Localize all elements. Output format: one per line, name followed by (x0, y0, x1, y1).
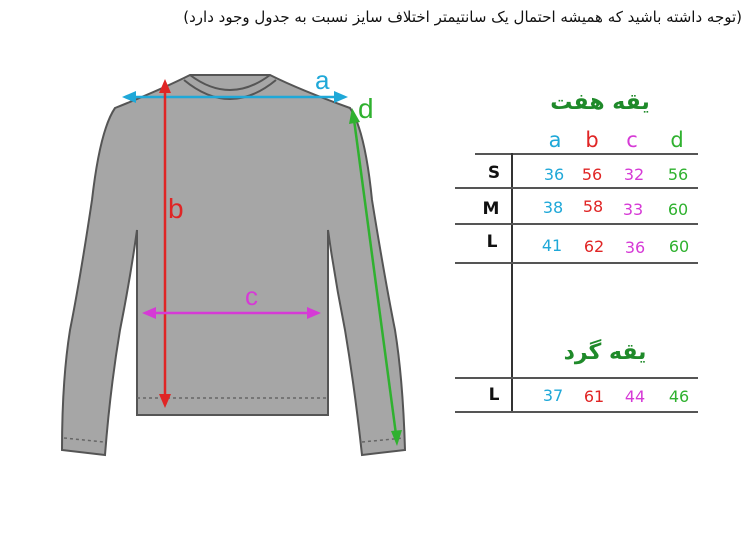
table-cell: 38 (542, 198, 564, 217)
table-cell: 46 (668, 387, 690, 406)
table-vertical-divider (511, 153, 513, 411)
table-divider (455, 377, 698, 379)
measurement-b-label: b (168, 193, 184, 224)
table-cell: 61 (583, 387, 605, 406)
table-cell: 58 (582, 197, 604, 216)
table-divider (475, 153, 698, 155)
table-cell: 44 (624, 387, 646, 406)
table-cell: 60 (667, 200, 689, 219)
column-header-b: b (585, 128, 599, 152)
column-header-d: d (670, 128, 684, 152)
table-cell: 33 (622, 200, 644, 219)
table-cell: 41 (541, 236, 563, 255)
size-disclaimer-note: (توجه داشته باشید که همیشه احتمال یک سانتیمتر اختلاف سایز نسبت به جدول وجود دارد) (183, 8, 742, 26)
sweater-illustration (62, 75, 405, 455)
table-divider (455, 187, 698, 189)
row-size-label: L (488, 385, 500, 405)
measurement-a-label: a (315, 65, 330, 95)
table-cell: 36 (543, 165, 565, 184)
column-header-c: c (626, 128, 638, 152)
row-size-label: L (486, 232, 498, 252)
vneck-table-title: یقه هفت (550, 90, 650, 115)
row-size-label: M (482, 199, 500, 219)
table-cell: 37 (542, 386, 564, 405)
measurement-c-label: c (245, 281, 258, 311)
table-divider (455, 223, 698, 225)
measurement-d-label: d (358, 93, 374, 124)
table-cell: 60 (668, 237, 690, 256)
table-cell: 56 (581, 165, 603, 184)
table-cell: 62 (583, 237, 605, 256)
round-neck-table-title: یقه گرد (563, 340, 647, 365)
table-divider (455, 262, 698, 264)
table-cell: 36 (624, 238, 646, 257)
column-header-a: a (548, 128, 562, 152)
table-cell: 32 (623, 165, 645, 184)
table-divider (455, 411, 698, 413)
table-cell: 56 (667, 165, 689, 184)
row-size-label: S (487, 163, 501, 183)
